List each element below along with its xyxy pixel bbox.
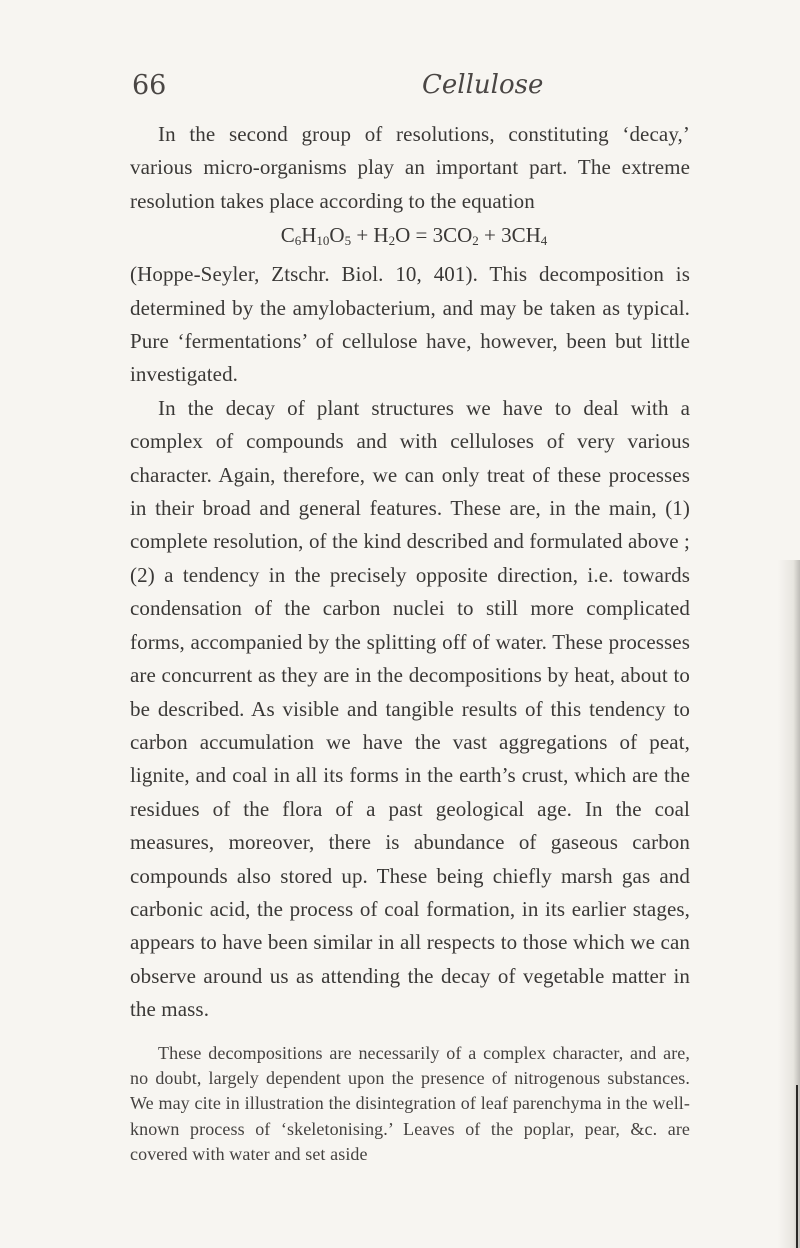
paragraph-decay-continued: (Hoppe-Seyler, Ztschr. Biol. 10, 401). This decomposition is determined by the amylobacterium, and may be taken as typical. Pure ‘fermentations’ of cellulose have, however, been but little investigated. bbox=[130, 262, 690, 387]
equation-c: C bbox=[280, 223, 295, 248]
page-number: 66 bbox=[132, 70, 167, 101]
equation-h: H bbox=[301, 223, 317, 248]
running-title: Cellulose bbox=[422, 70, 544, 100]
equation-c-sub: 6 bbox=[294, 233, 302, 249]
equation-o-sub: 5 bbox=[344, 233, 352, 249]
equation-o: O bbox=[329, 223, 345, 248]
equation-ch4-sub: 4 bbox=[540, 233, 548, 249]
equation-ch4: + 3CH bbox=[478, 223, 541, 248]
paragraph-decay-intro: In the second group of resolutions, constituting ‘decay,’ various micro-organisms play an important part. The extreme resolution takes place according to the equation bbox=[130, 122, 690, 213]
equation-plus-water: + H bbox=[351, 223, 389, 248]
equation-co2: O = 3CO bbox=[395, 223, 473, 248]
paragraph-plant-decay: In the decay of plant structures we have to deal with a complex of compounds and with celluloses of very various character. Again, therefore, we can only treat of these processes in their broad and general features. These are, in the main, (1) complete resolution, of the kind described and formulated above ; (2) a tendency in the precisely opposite direction, i.e. towards condensation of the carbon nuclei to still more complicated forms, accompanied by the splitting off of water. These processes are concurrent as they are in the decompositions by heat, about to be described. As visible and tangible results of this tendency to carbon accumulation we have the vast aggregations of peat, lignite, and coal in all its forms in the earth’s crust, which are the residues of the flora of a past geological age. In the coal measures, moreover, there is abundance of gaseous carbon compounds also stored up. These being chiefly marsh gas and carbonic acid, the process of coal formation, in its earlier stages, appears to have been similar in all respects to those which we can observe around us as attending the decay of vegetable matter in the mass. bbox=[130, 395, 690, 1022]
paragraph-decompositions: These decompositions are necessarily of a complex character, and are, no doubt, largely dependent upon the presence of nitrogenous substances. We may cite in illustration the disintegration of leaf parenchyma in the well-known process of ‘skeletonising.’ Leaves of the poplar, pear, &c. are covered with water and set aside bbox=[130, 1042, 690, 1165]
page-header bbox=[130, 70, 690, 110]
equation-h2-sub: 2 bbox=[388, 233, 396, 249]
chemical-equation bbox=[130, 218, 690, 258]
equation-h-sub: 10 bbox=[316, 233, 330, 249]
page-edge-line bbox=[796, 1085, 798, 1248]
equation-co2-sub: 2 bbox=[472, 233, 479, 249]
body-text bbox=[130, 118, 690, 1168]
